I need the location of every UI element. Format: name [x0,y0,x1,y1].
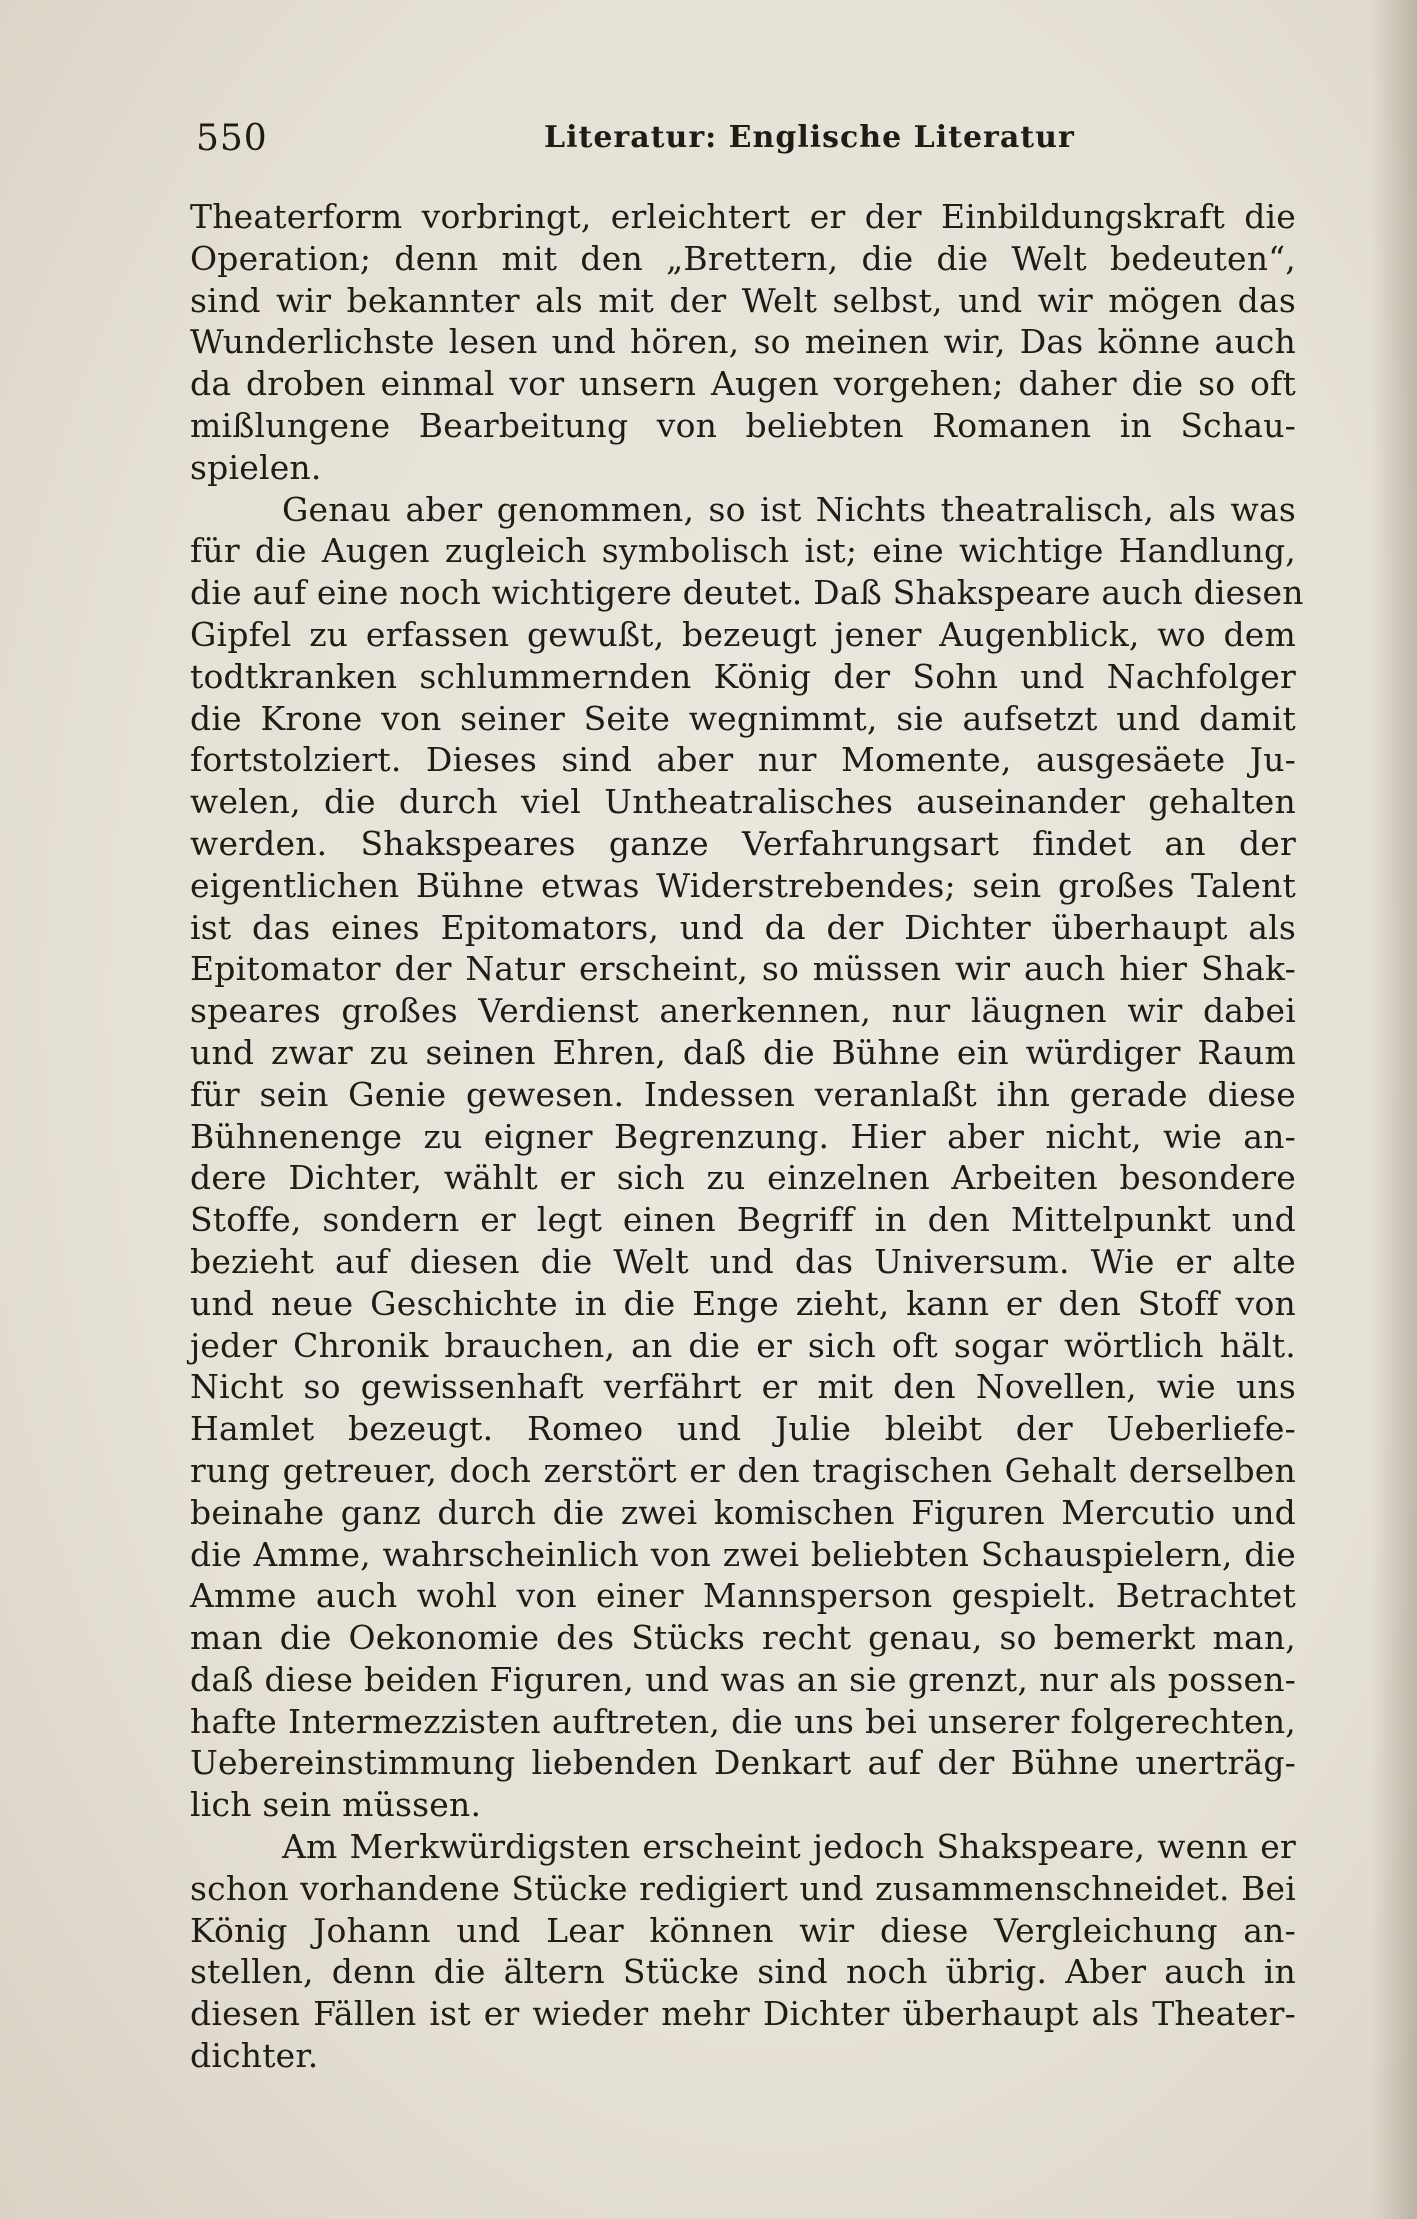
page-number: 550 [196,118,268,159]
text-line: eigentlichen Bühne etwas Widerstrebendes; sein großes Talent [190,865,1296,905]
text-line: da droben einmal vor unsern Augen vorgehen; daher die so oft [190,364,1296,404]
text-line: beinahe ganz durch die zwei komischen Figuren Mercutio und [190,1492,1296,1532]
text-line: dere Dichter, wählt er sich zu einzelnen Arbeiten besondere [190,1158,1296,1198]
text-line: und zwar zu seinen Ehren, daß die Bühne ein würdiger Raum [190,1032,1296,1072]
text-line: lich sein müssen. [190,1785,482,1825]
text-line: die Amme, wahrscheinlich von zwei beliebten Schauspielern, die [190,1534,1296,1574]
page-header [196,118,1296,162]
text-line: dichter. [190,2036,319,2076]
text-line: Gipfel zu erfassen gewußt, bezeugt jener Augenblick, wo dem [190,614,1296,654]
body-text [190,196,1304,2077]
text-line: die auf eine noch wichtigere deutet. Daß Shakspeare auch diesen [190,573,1304,613]
text-line: welen, die durch viel Untheatralisches auseinander gehalten [190,782,1296,822]
text-line: Theaterform vorbringt, erleichtert er der Einbildungskraft die [190,197,1296,236]
text-line: Nicht so gewissenhaft verfährt er mit den Novellen, wie uns [190,1367,1296,1407]
text-line: jeder Chronik brauchen, an die er sich oft sogar wörtlich hält. [190,1325,1296,1365]
text-line: die Krone von seiner Seite wegnimmt, sie aufsetzt und damit [190,698,1296,738]
text-line: Bühnenenge zu eigner Begrenzung. Hier aber nicht, wie an- [190,1116,1296,1156]
text-line: sind wir bekannter als mit der Welt selbst, und wir mögen das [190,280,1296,320]
text-line: hafte Intermezzisten auftreten, die uns bei unserer folgerechten, [190,1701,1296,1741]
text-line: Uebereinstimmung liebenden Denkart auf der Bühne unerträg- [190,1743,1296,1783]
text-line: und neue Geschichte in die Enge zieht, kann er den Stoff von [190,1283,1296,1323]
text-line: werden. Shakspeares ganze Verfahrungsart findet an der [190,823,1296,863]
paragraph-first-line: Am Merkwürdigsten erscheint jedoch Shakspeare, wenn er [282,1827,1296,1867]
paragraph-first-line: Genau aber genommen, so ist Nichts theatralisch, als was [282,489,1296,529]
page-edge-shadow [1371,0,1417,2219]
text-line: spielen. [190,447,322,487]
text-line: fortstolziert. Dieses sind aber nur Momente, ausgesäete Ju- [190,740,1296,780]
text-line: Stoffe, sondern er legt einen Begriff in den Mittelpunkt und [190,1200,1296,1240]
running-head: Literatur: Englische Literatur [544,120,1075,155]
text-line: diesen Fällen ist er wieder mehr Dichter überhaupt als Theater- [190,1994,1296,2034]
text-line: König Johann und Lear können wir diese Vergleichung an- [190,1910,1296,1950]
text-line: ist das eines Epitomators, und da der Dichter überhaupt als [190,907,1296,947]
text-line: mißlungene Bearbeitung von beliebten Romanen in Schau- [190,405,1296,445]
text-line: rung getreuer, doch zerstört er den tragischen Gehalt derselben [190,1450,1296,1490]
text-line: speares großes Verdienst anerkennen, nur läugnen wir dabei [190,991,1296,1031]
text-line: Hamlet bezeugt. Romeo und Julie bleibt der Ueberliefe- [190,1409,1296,1449]
text-line: für sein Genie gewesen. Indessen veranlaßt ihn gerade diese [190,1074,1296,1114]
text-line: daß diese beiden Figuren, und was an sie grenzt, nur als possen- [190,1659,1296,1699]
text-line: Operation; denn mit den „Brettern, die die Welt bedeuten“, [190,238,1296,278]
text-line: stellen, denn die ältern Stücke sind noch übrig. Aber auch in [190,1952,1296,1992]
text-line: todtkranken schlummernden König der Sohn und Nachfolger [190,656,1296,696]
text-line: bezieht auf diesen die Welt und das Universum. Wie er alte [190,1241,1296,1281]
text-line: schon vorhandene Stücke redigiert und zusammenschneidet. Bei [190,1868,1296,1908]
text-line: Amme auch wohl von einer Mannsperson gespielt. Betrachtet [190,1576,1296,1616]
text-line: man die Oekonomie des Stücks recht genau, so bemerkt man, [190,1618,1296,1658]
text-line: für die Augen zugleich symbolisch ist; eine wichtige Handlung, [190,531,1296,571]
text-line: Wunderlichste lesen und hören, so meinen wir, Das könne auch [190,322,1296,362]
text-line: Epitomator der Natur erscheint, so müssen wir auch hier Shak- [190,949,1296,989]
